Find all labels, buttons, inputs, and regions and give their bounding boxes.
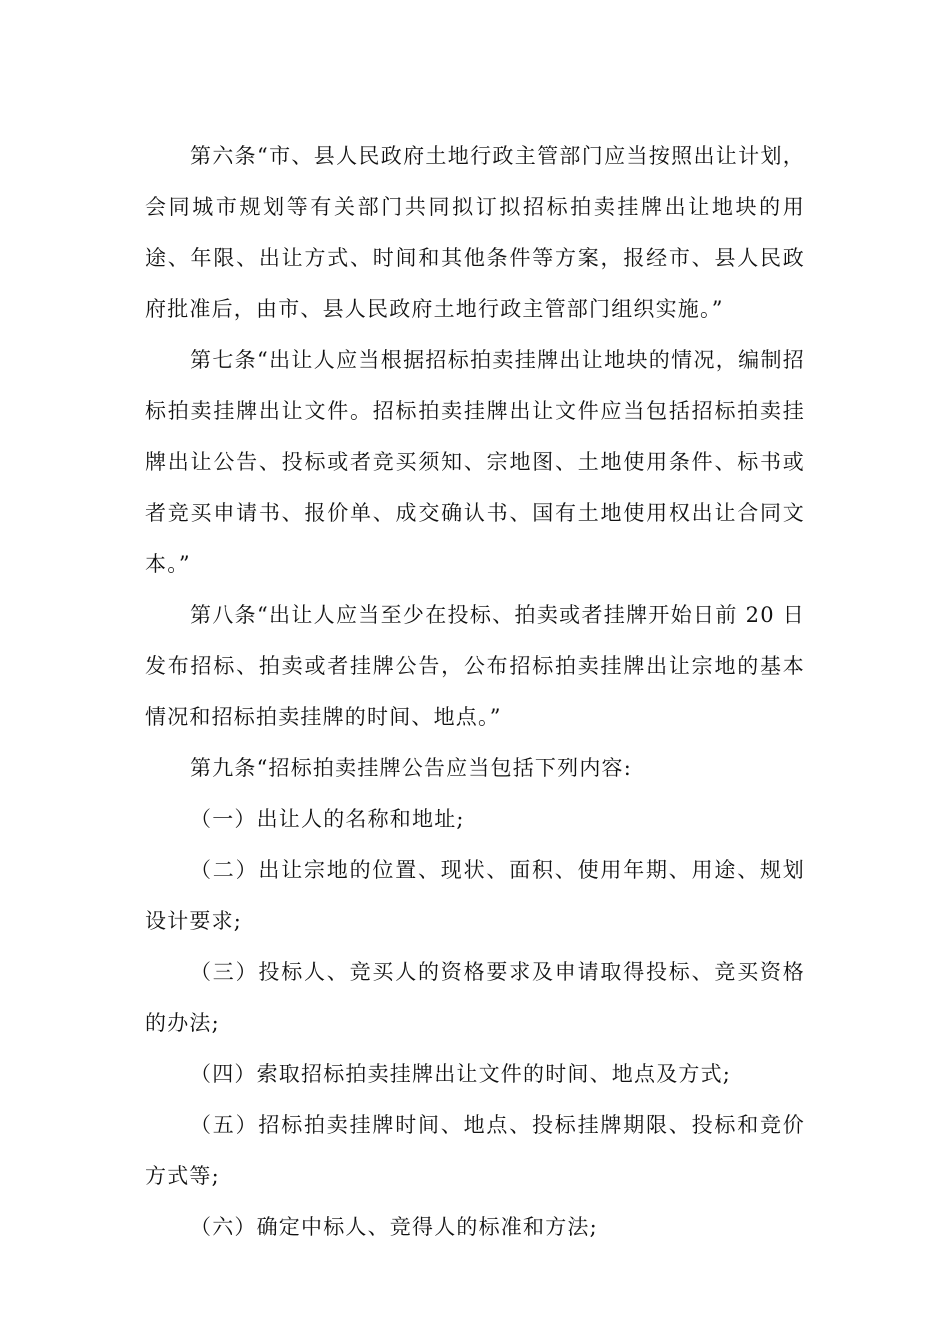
article-6-paragraph: 第六条“市、县人民政府土地行政主管部门应当按照出让计划，会同城市规划等有关部门共同拟订拟招标拍卖挂牌出让地块的用途、年限、出让方式、时间和其他条件等方案，报经市、县人民政府批准后，由市、县人民政府土地行政主管部门组织实施。” xyxy=(145,144,805,321)
list-item-6: （六）确定中标人、竞得人的标准和方法; xyxy=(190,1215,598,1239)
document-body xyxy=(145,131,805,1253)
list-item-2: （二）出让宗地的位置、现状、面积、使用年期、用途、规划设计要求; xyxy=(145,858,805,933)
list-item-4: （四）索取招标拍卖挂牌出让文件的时间、地点及方式; xyxy=(190,1062,732,1086)
list-item-1: （一）出让人的名称和地址; xyxy=(190,807,465,831)
list-item-5: （五）招标拍卖挂牌时间、地点、投标挂牌期限、投标和竞价方式等; xyxy=(145,1113,805,1188)
article-8-paragraph: 第八条“出让人应当至少在投标、拍卖或者挂牌开始日前 20 日发布招标、拍卖或者挂牌公告，公布招标拍卖挂牌出让宗地的基本情况和招标拍卖挂牌的时间、地点。” xyxy=(145,603,805,729)
article-7-paragraph: 第七条“出让人应当根据招标拍卖挂牌出让地块的情况，编制招标拍卖挂牌出让文件。招标拍卖挂牌出让文件应当包括招标拍卖挂牌出让公告、投标或者竞买须知、宗地图、土地使用条件、标书或者竞买申请书、报价单、成交确认书、国有土地使用权出让合同文本。” xyxy=(145,348,805,576)
list-item-3: （三）投标人、竞买人的资格要求及申请取得投标、竞买资格的办法; xyxy=(145,960,805,1035)
article-9-paragraph: 第九条“招标拍卖挂牌公告应当包括下列内容: xyxy=(190,756,633,780)
